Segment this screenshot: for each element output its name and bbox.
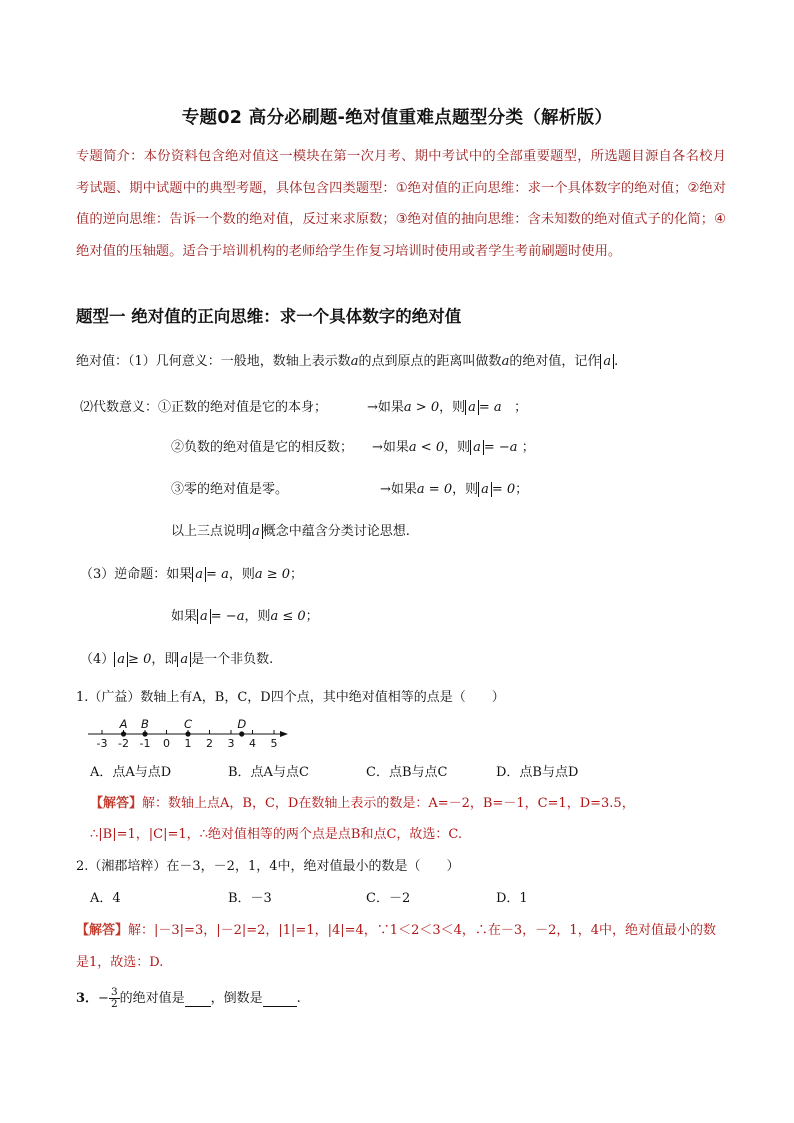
definition-summary: 以上三点说明 a 概念中蕴含分类讨论思想. (171, 524, 410, 539)
number-line-point (121, 731, 126, 736)
question-2-choice-d[interactable]: D．1 (496, 891, 528, 906)
intro-tail: 适合于培训机构的老师给学生作复习培训时使用或者学生考前刷题时使用。 (182, 243, 622, 259)
number-line-point (142, 731, 147, 736)
definition-geometric: 绝对值：（1）几何意义：一般地，数轴上表示数a的点到原点的距离叫做数a的绝对值，记作 a . (76, 354, 619, 369)
intro-type-1: ①绝对值的正向思维：求一个具体数字的绝对值； (395, 180, 688, 196)
rule-3-condition: →如果a = 0，则 a = 0； (380, 482, 529, 497)
number-line-point-label: B (141, 717, 149, 731)
number-line-diagram (84, 710, 294, 750)
rule-1-condition: →如果a > 0，则 a = a ； (367, 400, 528, 415)
question-2-choice-c[interactable]: C．－2 (366, 891, 411, 906)
number-line-tick-label: 2 (206, 737, 213, 750)
question-1-stem: 1.（广益）数轴上有A，B，C，D四个点，其中绝对值相等的点是（ ） (76, 690, 505, 705)
blank-reciprocal[interactable] (263, 991, 297, 1007)
question-2-answer-line-2: 是1，故选：D. (76, 955, 164, 970)
number-line-point-label: D (237, 717, 247, 731)
section-heading-1: 题型一 绝对值的正向思维：求一个具体数字的绝对值 (76, 307, 462, 326)
definition-nonnegative: （4） a ≥ 0，即 a 是一个非负数. (80, 652, 274, 667)
question-2-choice-a[interactable]: A．4 (90, 891, 121, 906)
definition-algebraic-rule-2: ②负数的绝对值是它的相反数； (171, 440, 354, 455)
number-line-tick-label: -3 (96, 737, 108, 750)
fraction: $\frac{3}{2}$ (110, 986, 118, 1010)
page-title: 专题02 高分必刷题-绝对值重难点题型分类（解析版） (181, 108, 613, 128)
question-1-choice-b[interactable]: B．点A与点C (228, 765, 309, 780)
number-line-point (185, 731, 190, 736)
number-line-point (239, 731, 244, 736)
number-line-point-label: C (183, 717, 193, 731)
number-line-arrow-icon (280, 731, 288, 737)
definition-converse-1: （3）逆命题：如果 a = a，则a ≥ 0； (80, 567, 304, 582)
number-line-tick-label: 4 (249, 737, 256, 750)
question-1-choice-d[interactable]: D．点B与点D (496, 765, 579, 780)
question-1-choice-c[interactable]: C．点B与点C (366, 765, 448, 780)
number-line-tick-label: 5 (270, 737, 278, 750)
definition-converse-2: 如果 a = −a，则a ≤ 0； (171, 609, 319, 624)
number-line-tick-label: 3 (227, 737, 235, 750)
intro-lead: 专题简介：本份资料包含绝对值这一模块在第一次月考、期中考试中的全部重要题型，所选题目源自各名校月考试题、期中试题中的典型考题，具体包含四类题型： (76, 149, 726, 196)
question-2-stem: 2.（湘郡培粹）在－3，－2，1，4中，绝对值最小的数是（ ） (76, 859, 460, 874)
intro-type-4: ④绝对值的压轴题。 (76, 212, 727, 259)
question-2-choice-b[interactable]: B．－3 (228, 891, 272, 906)
definition-algebraic-rule-3: ③零的绝对值是零。 (171, 482, 289, 497)
question-3-stem: 3．− $\frac{3}{2}$ 的绝对值是 ，倒数是 . (76, 986, 301, 1010)
rule-2-condition: →如果a < 0，则 a = −a ； (372, 440, 535, 455)
blank-absolute-value[interactable] (185, 991, 211, 1007)
question-2-answer-line-1: 【解答】解：|－3|=3，|－2|=2，|1|=1，|4|=4，∵1＜2＜3＜4，∴在－3，－2，1，4中，绝对值最小的数 (76, 923, 716, 938)
question-1-answer-line-1: 【解答】解：数轴上点A，B，C，D在数轴上表示的数是：A=－2，B=－1，C=1，D=3.5， (90, 796, 635, 811)
intro-type-2: ②绝对值的逆向思维：告诉一个数的绝对值，反过来求原数； (76, 180, 727, 228)
number-line-tick-label: -1 (139, 737, 151, 750)
question-1-answer-line-2: ∴|B|=1，|C|=1，∴绝对值相等的两个点是点B和点C，故选：C. (90, 827, 463, 842)
question-1-choice-a[interactable]: A．点A与点D (90, 765, 172, 780)
intro-paragraph (76, 141, 726, 267)
number-line-point-label: A (119, 717, 128, 731)
definition-algebraic-rule-1: ⑵代数意义：①正数的绝对值是它的本身； (80, 400, 328, 415)
number-line-tick-label: 1 (184, 737, 192, 750)
number-line-tick-label: 0 (163, 737, 170, 750)
number-line-tick-label: -2 (118, 737, 129, 750)
abs-notation: a (600, 354, 614, 369)
intro-type-3: ③绝对值的抽向思维：含未知数的绝对值式子的化简； (395, 212, 715, 228)
